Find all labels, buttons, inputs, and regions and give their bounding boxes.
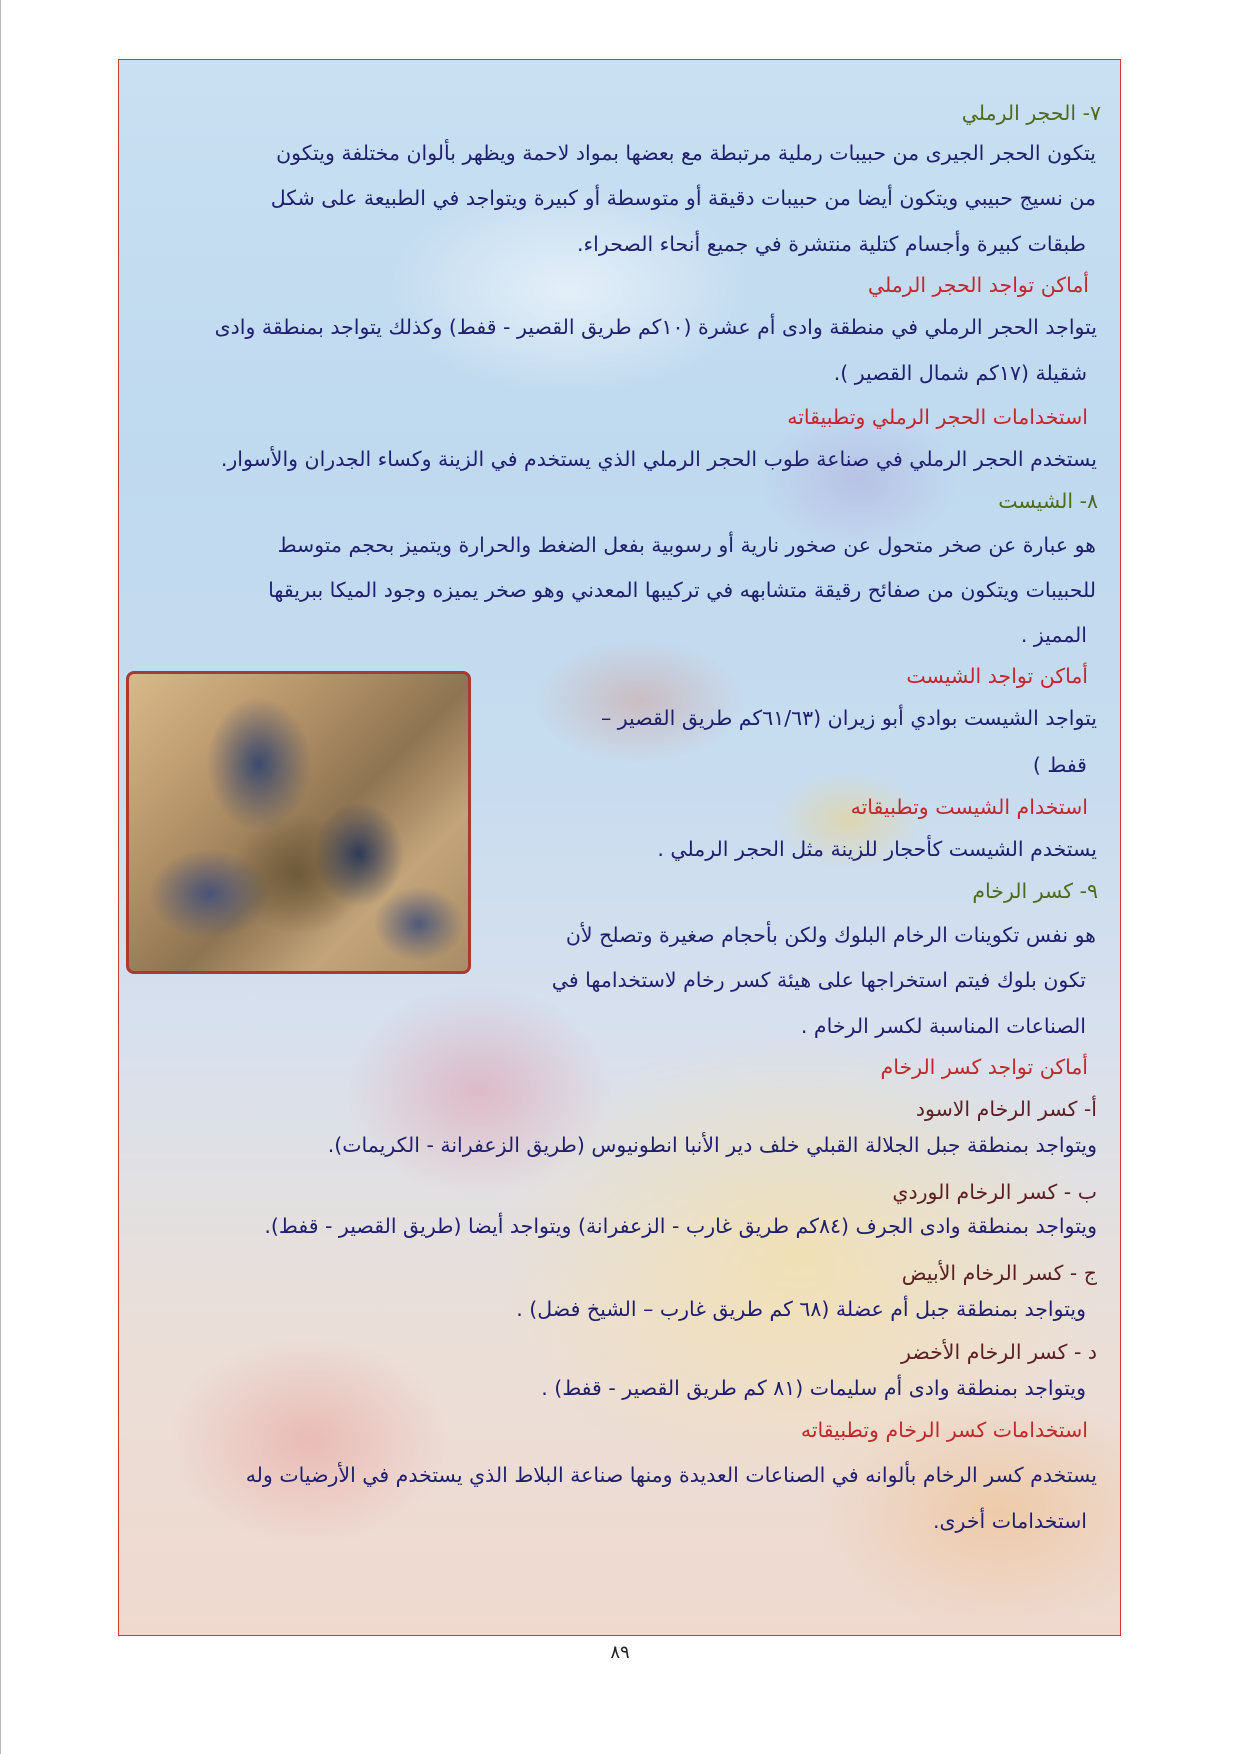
section9-uses-line-1: يستخدم كسر الرخام بألوانه في الصناعات العديدة ومنها صناعة البلاط الذي يستخدم في الأرضيات وله — [245, 1463, 1097, 1487]
section9-desc-line-1: هو نفس تكوينات الرخام البلوك ولكن بأحجام صغيرة وتصلح لأن — [565, 923, 1096, 947]
section8-desc-line-3: المميز . — [1020, 623, 1087, 647]
section9-uses-line-2: استخدامات أخرى. — [932, 1509, 1087, 1533]
page-edge — [0, 0, 1, 1754]
section7-locations-line-2: شقيلة (١٧كم شمال القصير ). — [833, 361, 1087, 385]
schist-rock-photo — [126, 671, 471, 974]
section9-title: ٩- كسر الرخام — [972, 879, 1098, 903]
section8-desc-line-1: هو عبارة عن صخر متحول عن صخور نارية أو رسوبية بفعل الضغط والحرارة ويتميز بحجم متوسط — [277, 533, 1096, 557]
section9-item-4-text: ويتواجد بمنطقة وادى أم سليمات (٨١ كم طريق القصير - قفط) . — [541, 1376, 1086, 1400]
page-number: ٨٩ — [610, 1642, 630, 1663]
section7-uses: يستخدم الحجر الرملي في صناعة طوب الحجر الرملي الذي يستخدم في الزينة وكساء الجدران والأسوار. — [220, 447, 1097, 471]
section9-item-2-label: ب - كسر الرخام الوردي — [892, 1180, 1097, 1204]
section7-title: ٧- الحجر الرملي — [961, 101, 1101, 125]
section7-uses-heading: استخدامات الحجر الرملي وتطبيقاته — [787, 405, 1088, 429]
page-frame — [118, 59, 1121, 1636]
section7-desc-line-1: يتكون الحجر الجيرى من حبيبات رملية مرتبطة مع بعضها بمواد لاحمة ويظهر بألوان مختلفة ويتكون — [276, 141, 1096, 165]
section9-item-1-text: ويتواجد بمنطقة جبل الجلالة القبلي خلف دير الأنبا انطونيوس (طريق الزعفرانة - الكريمات). — [327, 1133, 1097, 1157]
section8-title: ٨- الشيست — [998, 489, 1098, 513]
section7-locations-heading: أماكن تواجد الحجر الرملي — [867, 273, 1089, 297]
section8-uses: يستخدم الشيست كأحجار للزينة مثل الحجر الرملي . — [657, 837, 1097, 861]
section9-item-4-label: د - كسر الرخام الأخضر — [901, 1340, 1097, 1364]
section9-desc-line-2: تكون بلوك فيتم استخراجها على هيئة كسر رخام لاستخدامها في — [551, 968, 1086, 992]
section8-locations-line-2: قفط ) — [1032, 753, 1087, 777]
section9-desc-line-3: الصناعات المناسبة لكسر الرخام . — [800, 1014, 1086, 1038]
section9-item-3-text: ويتواجد بمنطقة جبل أم عضلة (٦٨ كم طريق غارب – الشيخ فضل) . — [516, 1297, 1086, 1321]
section9-uses-heading: استخدامات كسر الرخام وتطبيقاته — [800, 1418, 1088, 1442]
section9-item-1-label: أ- كسر الرخام الاسود — [915, 1097, 1097, 1121]
section8-locations-line-1: يتواجد الشيست بوادي أبو زيران (٦١/٦٣كم طريق القصير – — [600, 706, 1097, 730]
section7-desc-line-2: من نسيج حبيبي ويتكون أيضا من حبيبات دقيقة أو متوسطة أو كبيرة ويتواجد في الطبيعة على شكل — [270, 186, 1096, 210]
section8-desc-line-2: للحبيبات ويتكون من صفائح رقيقة متشابهه في تركيبها المعدني وهو صخر يميزه وجود الميكا ببريقها — [268, 578, 1096, 602]
section9-locations-heading: أماكن تواجد كسر الرخام — [880, 1055, 1088, 1079]
section9-item-2-text: ويتواجد بمنطقة وادى الجرف (٨٤كم طريق غارب - الزعفرانة) ويتواجد أيضا (طريق القصير - قفط). — [264, 1214, 1097, 1238]
section9-item-3-label: ج - كسر الرخام الأبيض — [901, 1261, 1097, 1285]
section7-desc-line-3: طبقات كبيرة وأجسام كتلية منتشرة في جميع أنحاء الصحراء. — [577, 232, 1086, 256]
section8-uses-heading: استخدام الشيست وتطبيقاته — [850, 795, 1088, 819]
section7-locations-line-1: يتواجد الحجر الرملي في منطقة وادى أم عشرة (١٠كم طريق القصير - قفط) وكذلك يتواجد بمنطقة وادى — [214, 315, 1097, 339]
section8-locations-heading: أماكن تواجد الشيست — [906, 664, 1088, 688]
